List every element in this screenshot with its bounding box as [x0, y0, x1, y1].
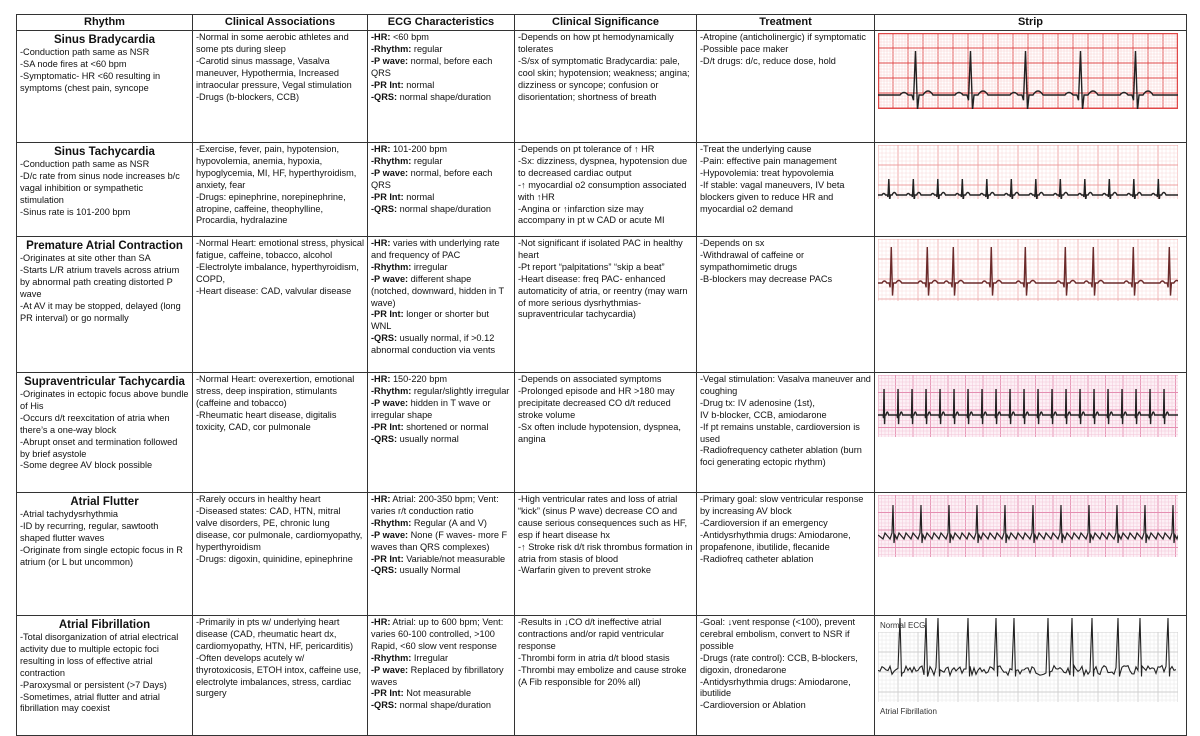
ecg-label: -P wave:: [371, 397, 409, 408]
ecg-characteristic: [371, 32, 511, 44]
treatment-line: -Cardioversion or Ablation: [700, 700, 806, 711]
rhythm-name: Atrial Flutter: [70, 496, 139, 508]
ecg-characteristic: [371, 554, 511, 566]
ecg-characteristic: [371, 434, 511, 446]
significance-line: -Sx: dizziness, dyspnea, hypotension due to decreased cardiac output: [518, 155, 688, 178]
ecg-characteristics-cell: [368, 143, 515, 237]
treatment-cell: [697, 493, 875, 616]
treatment-line: -Radiofrequency catheter ablation (burn foci generating ectopic rhythm): [700, 445, 862, 468]
ecg-value: regular/slightly irregular: [411, 385, 510, 396]
ecg-strip-premature-atrial-contraction: [878, 239, 1178, 301]
ecg-label: -PR Int:: [371, 553, 404, 564]
strip-cell: [875, 237, 1187, 373]
rhythm-reference-sheet: [16, 14, 1186, 736]
clinical-significance-cell: [515, 373, 697, 493]
ecg-characteristic: [371, 688, 511, 700]
treatment-cell: [697, 373, 875, 493]
ecg-characteristic: [371, 192, 511, 204]
association-line: -Primarily in pts w/ underlying heart disease (CAD, rheumatic heart dx, cardiomyopathy, HTN, HF, pericarditis): [196, 617, 354, 651]
ecg-characteristic: [371, 386, 511, 398]
rhythm-description-line: -Conduction path same as NSR: [20, 159, 150, 169]
ecg-label: -P wave:: [371, 529, 409, 540]
clinical-associations-cell: [193, 31, 368, 143]
significance-line: -Pt report “palpitations” “skip a beat”: [518, 261, 665, 272]
significance-line: -↑ Stroke risk d/t risk thrombus formation in atria from stasis of blood: [518, 541, 693, 564]
significance-line: -Sx often include hypotension, dyspnea, angina: [518, 421, 681, 444]
significance-line: -Depends on pt tolerance of ↑ HR: [518, 144, 655, 154]
ecg-strip-supraventricular-tachycardia: [878, 375, 1178, 437]
ecg-label: -Rhythm:: [371, 385, 412, 396]
rhythm-description-line: -Atrial tachydysrhythmia: [20, 509, 119, 519]
ecg-label: -QRS:: [371, 333, 398, 344]
strip-cell: [875, 616, 1187, 736]
ecg-characteristic: [371, 274, 511, 310]
rhythm-description-line: -ID by recurring, regular, sawtooth shaped flutter waves: [20, 520, 159, 543]
clinical-associations-cell: [193, 237, 368, 373]
significance-line: -Depends on how pt hemodynamically tolerates: [518, 32, 674, 54]
rhythm-cell: [17, 373, 193, 493]
significance-line: -Not significant if isolated PAC in healthy heart: [518, 238, 683, 260]
rhythm-description-line: -Symptomatic- HR <60 resulting in symptoms (chest pain, syncope: [20, 70, 161, 93]
association-line: -Drugs (b-blockers, CCB): [196, 91, 300, 102]
ecg-characteristics-cell: [368, 373, 515, 493]
ecg-characteristic: [371, 238, 511, 262]
ecg-characteristics-cell: [368, 237, 515, 373]
ecg-characteristics-cell: [368, 31, 515, 143]
association-line: -Electrolyte imbalance, hyperthyroidism, COPD,: [196, 261, 359, 284]
ecg-label: -HR:: [371, 144, 391, 154]
ecg-characteristic: [371, 422, 511, 434]
ecg-value: regular: [411, 155, 443, 166]
rhythm-description-line: -Some degree AV block possible: [20, 460, 153, 471]
rhythm-cell: [17, 493, 193, 616]
ecg-label: -QRS:: [371, 700, 398, 711]
treatment-line: -Drugs (rate control): CCB, B-blockers, digoxin, dronedarone: [700, 652, 858, 675]
row-supraventricular-tachycardia: [17, 373, 1187, 493]
ecg-label: -Rhythm:: [371, 43, 412, 54]
association-line: -Heart disease: CAD, valvular disease: [196, 285, 352, 296]
ecg-characteristic: [371, 262, 511, 274]
ecg-label: -PR Int:: [371, 191, 404, 202]
ecg-characteristic: [371, 333, 511, 357]
treatment-line: -Cardioversion if an emergency: [700, 517, 828, 528]
ecg-characteristic: [371, 204, 511, 216]
treatment-line: -If pt remains unstable, cardioversion is used: [700, 421, 860, 444]
ecg-label: -Rhythm:: [371, 517, 412, 528]
rhythm-description-line: -At AV it may be stopped, delayed (long PR interval) or go normally: [20, 300, 181, 323]
ecg-strip-sinus-tachycardia: [878, 145, 1178, 199]
row-atrial-fibrillation: [17, 616, 1187, 736]
ecg-strip-sinus-bradycardia: [878, 33, 1178, 109]
ecg-value: <60 bpm: [390, 32, 429, 42]
treatment-cell: [697, 31, 875, 143]
treatment-line: -Hypovolemia: treat hypovolemia: [700, 167, 834, 178]
ecg-label: -HR:: [371, 32, 391, 42]
clinical-significance-cell: [515, 493, 697, 616]
ecg-value: shortened or normal: [403, 421, 489, 432]
treatment-cell: [697, 237, 875, 373]
ecg-value: usually normal, if >0.12 abnormal conduction via vents: [371, 333, 496, 356]
rhythm-description-line: -Originates in ectopic focus above bundle of His: [20, 389, 189, 411]
ecg-characteristic: [371, 92, 511, 104]
ecg-value: normal: [403, 191, 435, 202]
ecg-characteristic: [371, 653, 511, 665]
ecg-label: -PR Int:: [371, 79, 404, 90]
ecg-characteristic: [371, 518, 511, 530]
row-sinus-tachycardia: [17, 143, 1187, 237]
ecg-characteristic: [371, 374, 511, 386]
ecg-characteristic: [371, 44, 511, 56]
ecg-value: varies with underlying rate and frequency of PAC: [371, 238, 500, 260]
association-line: -Drugs: digoxin, quinidine, epinephrine: [196, 553, 353, 564]
ecg-label: -PR Int:: [371, 309, 404, 320]
rhythm-description-line: -Starts L/R atrium travels across atrium by abnormal path creating distorted P wave: [20, 264, 180, 299]
association-line: -Drugs: epinephrine, norepinephrine, atropine, caffeine, theophylline, Procardia, hydralazine: [196, 191, 346, 226]
rhythm-description-line: -Sinus rate is 101-200 bpm: [20, 206, 131, 217]
rhythm-name: Atrial Fibrillation: [58, 619, 151, 631]
row-atrial-flutter: [17, 493, 1187, 616]
ecg-label: -Rhythm:: [371, 155, 412, 166]
ecg-label: -HR:: [371, 494, 391, 504]
rhythm-name: Premature Atrial Contraction: [26, 240, 183, 252]
treatment-line: IV b-blocker, CCB, amiodarone: [700, 409, 827, 420]
header-rhythm: Rhythm: [17, 15, 193, 31]
strip-cell: [875, 143, 1187, 237]
rhythm-description-line: -SA node fires at <60 bpm: [20, 58, 127, 69]
ecg-characteristic: [371, 56, 511, 80]
ecg-value: Variable/not measurable: [403, 553, 506, 564]
ecg-value: normal, before each QRS: [371, 167, 493, 190]
ecg-value: normal shape/duration: [397, 700, 492, 711]
ecg-value: 150-220 bpm: [390, 374, 448, 384]
ecg-characteristic: [371, 700, 511, 712]
ecg-label: -P wave:: [371, 664, 409, 675]
significance-line: -Prolonged episode and HR >180 may precipitate decreased CO d/t reduced stroke volume: [518, 385, 675, 420]
ecg-label: -Rhythm:: [371, 261, 412, 272]
treatment-line: -If stable: vagal maneuvers, IV beta blockers given to reduce HR and myocardial o2 demand: [700, 179, 845, 214]
association-line: -Diseased states: CAD, HTN, mitral valve disorders, PE, chronic lung disease, cor pulmonale, cardiomyopathy, hyperthyroidism: [196, 505, 363, 552]
rhythm-description-line: -Abrupt onset and termination followed by brief asystole: [20, 436, 178, 459]
ecg-label: -PR Int:: [371, 688, 404, 699]
ecg-value: normal shape/duration: [397, 203, 492, 214]
ecg-value: Regular (A and V): [411, 517, 487, 528]
significance-line: -Warfarin given to prevent stroke: [518, 565, 651, 576]
treatment-line: -B-blockers may decrease PACs: [700, 273, 833, 284]
ecg-characteristic: [371, 398, 511, 422]
ecg-label: -P wave:: [371, 273, 409, 284]
ecg-label: -QRS:: [371, 565, 398, 576]
strip-cell: [875, 31, 1187, 143]
ecg-label: -Rhythm:: [371, 652, 412, 663]
rhythm-name: Sinus Bradycardia: [54, 34, 155, 46]
clinical-associations-cell: [193, 143, 368, 237]
association-line: -Rheumatic heart disease, digitalis toxicity, CAD, cor pulmonale: [196, 409, 337, 432]
ecg-value: Replaced by fibrillatory waves: [371, 664, 504, 687]
significance-line: -Thrombi may embolize and cause stroke (A Fib responsible for 20% all): [518, 664, 687, 687]
clinical-significance-cell: [515, 31, 697, 143]
strip-cell: [875, 373, 1187, 493]
significance-line: -Results in ↓CO d/t ineffective atrial contractions and/or rapid ventricular response: [518, 617, 665, 651]
association-line: -Normal in some aerobic athletes and some pts during sleep: [196, 32, 349, 54]
clinical-significance-cell: [515, 143, 697, 237]
ecg-characteristic: [371, 156, 511, 168]
ecg-characteristic: [371, 565, 511, 577]
significance-line: -Depends on associated symptoms: [518, 374, 662, 384]
rhythm-name: Sinus Tachycardia: [54, 146, 155, 158]
rhythm-cell: [17, 143, 193, 237]
strip-label-normal-ecg: Normal ECG: [880, 621, 926, 630]
treatment-line: -Antidysrhythmia drugs: Amiodarone, propafenone, ibutilide, flecanide: [700, 529, 851, 552]
treatment-line: -Vegal stimulation: Vasalva maneuver and coughing: [700, 374, 871, 396]
header-clinical-significance: Clinical Significance: [515, 15, 697, 31]
treatment-line: -Pain: effective pain management: [700, 155, 837, 166]
treatment-line: -Depends on sx: [700, 238, 765, 248]
ecg-value: Atrial: 200-350 bpm; Vent: varies r/t conduction ratio: [371, 494, 499, 516]
row-sinus-bradycardia: [17, 31, 1187, 143]
ecg-label: -P wave:: [371, 55, 409, 66]
significance-line: -High ventricular rates and loss of atrial “kick” (sinus P wave) decrease CO and cause serious consequences such as HF, esp if heart disease hx: [518, 494, 688, 540]
association-line: -Normal Heart: overexertion, emotional stress, deep inspiration, stimulants (caffeine and tobacco): [196, 374, 355, 408]
ecg-characteristic: [371, 494, 511, 518]
treatment-line: -Treat the underlying cause: [700, 144, 812, 154]
rhythm-description-line: -Total disorganization of atrial electrical activity due to multiple ectopic foci resulting in loss of effective atrial contraction: [20, 632, 179, 678]
rhythm-cell: [17, 237, 193, 373]
ecg-label: -HR:: [371, 617, 391, 627]
strip-label-atrial-fibrillation: Atrial Fibrillation: [880, 707, 937, 716]
ecg-value: longer or shorter but WNL: [371, 309, 489, 332]
significance-line: -S/sx of symptomatic Bradycardia: pale, cool skin; hypotension; weakness; angina; dizziness or syncope; confusion or disorientation; shortness of breath: [518, 55, 690, 102]
rhythm-description-line: -Originates at site other than SA: [20, 253, 151, 263]
ecg-label: -QRS:: [371, 203, 398, 214]
treatment-line: -Drug tx: IV adenosine (1st),: [700, 397, 815, 408]
rhythm-description-line: -Sometimes, atrial flutter and atrial fibrillation may coexist: [20, 691, 160, 714]
strip-cell: [875, 493, 1187, 616]
association-line: -Rarely occurs in healthy heart: [196, 494, 321, 504]
treatment-line: -Radiofreq catheter ablation: [700, 553, 814, 564]
ecg-value: 101-200 bpm: [390, 144, 448, 154]
clinical-associations-cell: [193, 373, 368, 493]
rhythm-description-line: -Originate from single ectopic focus in R atrium (or L but uncommon): [20, 544, 183, 567]
ecg-value: irregular: [411, 261, 448, 272]
rhythm-description-line: -Occurs d/t reexcitation of atria when there’s a one-way block: [20, 412, 170, 435]
association-line: -Exercise, fever, pain, hypotension, hypovolemia, anemia, hypoxia, hypoglycemia, MI, HF, hyperthyroidism, anxiety, fear: [196, 144, 357, 190]
ecg-value: Not measurable: [403, 688, 472, 699]
ecg-value: usually normal: [397, 433, 459, 444]
ecg-strip-atrial-fibrillation: [878, 618, 1178, 718]
ecg-characteristics-cell: [368, 616, 515, 736]
clinical-significance-cell: [515, 616, 697, 736]
ecg-strip-atrial-flutter: [878, 495, 1178, 557]
treatment-line: -Withdrawal of caffeine or sympathomimetic drugs: [700, 249, 805, 272]
rhythm-description-line: -Paroxysmal or persistent (>7 Days): [20, 679, 167, 690]
ecg-characteristic: [371, 665, 511, 689]
ecg-label: -QRS:: [371, 433, 398, 444]
rhythm-name: Supraventricular Tachycardia: [24, 376, 185, 388]
treatment-cell: [697, 616, 875, 736]
ecg-characteristic: [371, 309, 511, 333]
rhythm-cell: [17, 31, 193, 143]
header-clinical-associations: Clinical Associations: [193, 15, 368, 31]
treatment-line: -Antidysrhythmia drugs: Amiodarone, ibutilide: [700, 676, 851, 699]
ecg-value: different shape (notched, downward, hidden in T wave): [371, 273, 504, 308]
rhythm-table: [16, 14, 1187, 736]
rhythm-cell: [17, 616, 193, 736]
ecg-label: -P wave:: [371, 167, 409, 178]
rhythm-description-line: -D/c rate from sinus node increases b/c vagal inhibition or sympathetic stimulation: [20, 170, 180, 205]
clinical-associations-cell: [193, 493, 368, 616]
treatment-line: -D/t drugs: d/c, reduce dose, hold: [700, 55, 836, 66]
significance-line: -Angina or ↑infarction size may accompany in pt w CAD or acute MI: [518, 203, 665, 226]
ecg-value: regular: [411, 43, 443, 54]
treatment-line: -Possible pace maker: [700, 43, 789, 54]
treatment-cell: [697, 143, 875, 237]
ecg-characteristic: [371, 144, 511, 156]
significance-line: -Heart disease: freq PAC- enhanced automaticity of atria, or reentry (may warn of more serious dysrhythmias- supraventricular tachycardia): [518, 273, 688, 320]
significance-line: -Thrombi form in atria d/t blood stasis: [518, 652, 670, 663]
ecg-label: -HR:: [371, 238, 391, 248]
ecg-value: normal shape/duration: [397, 91, 492, 102]
ecg-label: -HR:: [371, 374, 391, 384]
association-line: -Carotid sinus massage, Vasalva maneuver, Hypothermia, Increased intraocular pressure, Vegal stimulation: [196, 55, 352, 90]
treatment-line: -Atropine (anticholinergic) if symptomatic: [700, 32, 866, 42]
association-line: -Often develops acutely w/ thyrotoxicosis, ETOH intox, caffeine use, electrolyte imbalances, stress, cardiac surgery: [196, 652, 362, 699]
treatment-line: -Primary goal: slow ventricular response by increasing AV block: [700, 494, 864, 516]
header-row: [17, 15, 1187, 31]
ecg-value: Atrial: up to 600 bpm; Vent: varies 60-100 controlled, >100 Rapid, <60 slow vent response: [371, 617, 504, 651]
header-strip: Strip: [875, 15, 1187, 31]
ecg-characteristic: [371, 80, 511, 92]
ecg-value: hidden in T wave or irregular shape: [371, 397, 491, 420]
ecg-characteristic: [371, 168, 511, 192]
rhythm-description-line: -Conduction path same as NSR: [20, 47, 150, 57]
association-line: -Normal Heart: emotional stress, physical fatigue, caffeine, tobacco, alcohol: [196, 238, 364, 260]
ecg-value: None (F waves- more F waves than QRS complexes): [371, 529, 508, 552]
row-premature-atrial-contraction: [17, 237, 1187, 373]
clinical-associations-cell: [193, 616, 368, 736]
ecg-value: normal, before each QRS: [371, 55, 493, 78]
ecg-label: -PR Int:: [371, 421, 404, 432]
ecg-characteristic: [371, 617, 511, 653]
ecg-value: usually Normal: [397, 565, 461, 576]
ecg-value: Irregular: [411, 652, 449, 663]
clinical-significance-cell: [515, 237, 697, 373]
ecg-value: normal: [403, 79, 435, 90]
treatment-line: -Goal: ↓vent response (<100), prevent cerebral embolism, convert to NSR if possible: [700, 617, 855, 651]
ecg-label: -QRS:: [371, 91, 398, 102]
ecg-characteristic: [371, 530, 511, 554]
header-treatment: Treatment: [697, 15, 875, 31]
header-ecg-characteristics: ECG Characteristics: [368, 15, 515, 31]
ecg-characteristics-cell: [368, 493, 515, 616]
significance-line: -↑ myocardial o2 consumption associated with ↑HR: [518, 179, 687, 202]
